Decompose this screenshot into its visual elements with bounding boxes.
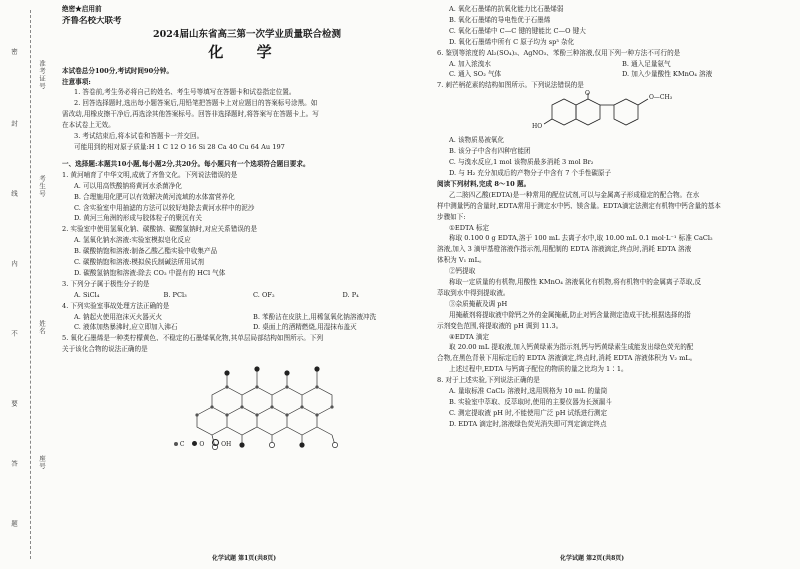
question-stem: 2. 实验室中使用氢氧化钠、碳酸钠、碳酸氢钠时,对应关系错误的是 <box>62 225 258 234</box>
seal-word: 线 <box>10 190 18 198</box>
option-row <box>437 59 795 70</box>
passage-line: 步骤如下: <box>437 212 466 221</box>
option: B. 通入足量氨气 <box>622 59 671 68</box>
passage-line: 样中测量钙的含量时,EDTA常用于测定水中钙、镁含量。EDTA滴定法测定有机物中钙含量的基本 <box>437 201 721 210</box>
passage-line: 体积为 V₁ mL。 <box>437 256 486 265</box>
page-footer-left: 化学试题 第1页(共8页) <box>212 555 277 562</box>
option: A. 加入浓溴水 <box>449 59 491 68</box>
option: C. 碳酸钠饱和溶液:模拟侯氏制碱法所用试剂 <box>74 258 204 267</box>
passage-line: 称取 0.100 0 g EDTA,溶于 100 mL 去离子水中,取 10.00 mL 0.1 mol·L⁻¹ 标准 CaCl₂ <box>449 234 713 243</box>
confidential-mark: 绝密★启用前 <box>62 5 102 13</box>
passage-line: 称取一定质量的有机物,用酸性 KMnO₄ 溶液氧化有机物,将有机物中的金属离子萃取,反 <box>449 278 702 287</box>
option: C. 含实验室中用抽滤的方法可以较好地除去黄河水样中的泥沙 <box>74 203 255 212</box>
page-1-column <box>62 4 432 451</box>
exam-title: 2024届山东省高三第一次学业质量联合检测 <box>153 28 341 40</box>
option: C. 测定提取液 pH 时,不能使用广泛 pH 试纸进行测定 <box>449 408 608 417</box>
passage-title: 阅读下列材料,完成 8～10 题。 <box>437 179 531 188</box>
passage-line: 乙二胺四乙酸(EDTA)是一种常用的配位试剂,可以与金属离子形成稳定的配合物。在水 <box>449 190 700 199</box>
option: B. 氧化石墨烯的导电性优于石墨烯 <box>449 15 551 24</box>
passage-line: 上述过程中,EDTA 与钙离子配位的物质的量之比均为 1∶1。 <box>449 365 628 374</box>
option: A. 可以用高铁酸钠将黄河水杀菌净化 <box>74 181 182 190</box>
seal-word: 封 <box>10 120 18 128</box>
seal-word: 密 <box>10 48 18 56</box>
mol-label-o: O <box>585 90 590 98</box>
option: C. 氧化石墨烯中 C—C 键的键能比 C—O 键大 <box>449 26 586 35</box>
score-line: 本试卷总分100分,考试时间90分钟。 <box>62 66 173 75</box>
option: B. 实验室中萃取、反萃取时,使用的主要仪器为长颈漏斗 <box>449 398 612 406</box>
passage-line: ②钙提取 <box>449 267 476 276</box>
question-stem: 8. 对于上述实验,下列说法正确的是 <box>437 376 540 385</box>
question-stem: 5. 氧化石墨烯是一种类柠檬黄色、不稳定的石墨烯氧化物,其单层局部结构如图所示。下列 <box>62 334 324 343</box>
passage-line: ①EDTA 标定 <box>449 223 490 232</box>
binding-margin-strip <box>0 0 60 569</box>
seal-line <box>30 10 31 559</box>
field-label: 座号 <box>38 455 46 470</box>
option: D. 桌面上的酒精燃烧,用湿抹布盖灭 <box>253 323 357 332</box>
formononetin-structure <box>437 91 795 135</box>
section-title: 一、选择题:本题共10小题,每小题2分,共20分。每小题只有一个选项符合题目要求。 <box>62 159 310 168</box>
passage-line: 萃取到水中得到提取液。 <box>437 288 510 297</box>
option: A. 钠起火使用泡沫灭火器灭火 <box>74 312 163 321</box>
option: B. 合理施用化肥可以有效解决黄河流域的水体富营养化 <box>74 192 235 201</box>
note-line: 3. 考试结束后,将本试卷和答题卡一并交回。 <box>74 132 204 141</box>
passage-line: 用掩蔽剂将提取液中除钙之外的金属掩蔽,防止对钙含量测定造成干扰;根据选择的指 <box>449 310 691 319</box>
graphene-oxide-structure <box>167 355 367 451</box>
question-stem: 6. 鉴别等浓度的 Al₂(SO₄)₃、AgNO₃、苯酚三种溶液,仅用下列一种方法不可行的是 <box>437 48 681 57</box>
passage-line: 示剂变色范围,将提取液的 pH 调到 11.3。 <box>437 321 563 330</box>
option: D. 与 H₂ 充分加成后的产物分子中含有 7 个手性碳原子 <box>449 168 612 177</box>
question-stem: 3. 下列分子属于极性分子的是 <box>62 279 150 288</box>
legend-c: C <box>179 441 185 449</box>
option: C. 与溴水反应,1 mol 该物质最多消耗 3 mol Br₂ <box>449 158 594 167</box>
atomic-mass-line: 可能用到的相对原子质量:H 1 C 12 O 16 Si 28 Ca 40 Cu 64 Au 197 <box>74 142 285 151</box>
option: B. 苯酚沾在皮肤上,用稀氢氧化钠溶液冲洗 <box>253 312 377 321</box>
option: D. EDTA 滴定时,溶液绿色荧光消失即可判定滴定终点 <box>449 419 607 428</box>
option: A. 氧化石墨烯的抗氧化能力比石墨烯弱 <box>449 5 564 13</box>
figure-legend <box>174 439 231 451</box>
question-stem: 关于该化合物的说法正确的是 <box>62 345 148 354</box>
option: C. 通入 SO₂ 气体 <box>449 70 502 79</box>
note-line: 2. 回答选择题时,选出每小题答案后,用铅笔把答题卡上对应题目的答案标号涂黑。如 <box>74 99 318 108</box>
notes-title: 注意事项: <box>62 77 91 86</box>
option: B. 碳酸钠饱和溶液:制备乙酸乙酯实验中收集产品 <box>74 247 218 256</box>
seal-word: 答 <box>10 460 18 468</box>
passage-line: 取 20.00 mL 提取液,加入钙黄绿素为指示剂,钙与钙黄绿素生成能发出绿色荧光的配 <box>449 343 694 352</box>
option-row <box>62 290 432 301</box>
option: D. 氧化石墨烯中所有 C 原子均为 sp³ 杂化 <box>449 37 575 46</box>
seal-word: 要 <box>10 400 18 408</box>
passage-line: ③杂质掩蔽及调 pH <box>449 299 508 308</box>
option: A. 氢氧化钠水溶液:实验室模拟皂化反应 <box>74 236 191 245</box>
seal-word: 内 <box>10 260 18 268</box>
subject-title: 化 学 <box>208 42 286 61</box>
passage-line: ④EDTA 滴定 <box>449 332 490 341</box>
option: A. SiCl₄ <box>74 290 100 299</box>
seal-word: 不 <box>10 330 18 338</box>
note-line: 1. 答卷前,考生务必将自己的姓名、考生号等填写在答题卡和试卷指定位置。 <box>74 88 296 97</box>
note-line: 需改动,用橡皮擦干净后,再选涂其他答案标号。回答非选择题时,将答案写在答题卡上。写 <box>62 110 319 119</box>
option: A. 该物质易被氧化 <box>449 136 505 145</box>
option: D. 加入少量酸性 KMnO₄ 溶液 <box>622 70 713 79</box>
option-row <box>62 312 432 323</box>
passage-line: 合物,在黑色背景下用标定后的 EDTA 溶液滴定,终点时,消耗 EDTA 溶液体积为 V₂ mL。 <box>437 354 697 363</box>
question-stem: 1. 黄河哺育了中华文明,成就了齐鲁文化。下列说法错误的是 <box>62 170 238 179</box>
option: B. 该分子中含有四种官能团 <box>449 147 531 156</box>
seal-word: 题 <box>10 520 18 528</box>
option: D. 碳酸氢钠饱和溶液:除去 CO₂ 中混有的 HCl 气体 <box>74 268 226 277</box>
option: A. 量取标准 CaCl₂ 溶液时,选用规格为 10 mL 的量筒 <box>449 387 608 396</box>
option-row <box>62 322 432 333</box>
graphene-oxide-figure <box>62 355 432 451</box>
option: B. PCl₃ <box>163 290 187 299</box>
mol-label-ho: HO <box>532 123 543 131</box>
option: C. OF₂ <box>253 290 275 299</box>
mol-label-och3: O—CH₃ <box>649 94 673 102</box>
option: C. 液体加热暴沸时,应立即加入沸石 <box>74 323 178 332</box>
question-stem: 4. 下列实验室事故处理方法正确的是 <box>62 301 170 310</box>
note-line: 在本试卷上无效。 <box>62 121 115 130</box>
option: D. 黄河三角洲的形成与胶体粒子的聚沉有关 <box>74 214 202 223</box>
passage-line: 溶液,加入 3 滴甲基橙溶液作指示剂,用配制的 EDTA 溶液滴定,终点时,消耗 EDTA 溶液 <box>437 245 692 254</box>
org-name: 齐鲁名校大联考 <box>62 15 122 26</box>
page-2-column <box>437 4 795 430</box>
page-footer-right: 化学试题 第2页(共8页) <box>560 555 625 562</box>
field-label: 姓名 <box>38 320 46 335</box>
legend-o: O <box>199 441 205 449</box>
question-stem: 7. 刺芒柄花素的结构如图所示。下列说法错误的是 <box>437 81 584 90</box>
field-label: 准考证号 <box>38 60 46 90</box>
option-row <box>437 69 795 80</box>
legend-oh: OH <box>221 441 232 449</box>
field-label: 考生号 <box>38 175 46 198</box>
option: D. P₄ <box>342 290 359 299</box>
